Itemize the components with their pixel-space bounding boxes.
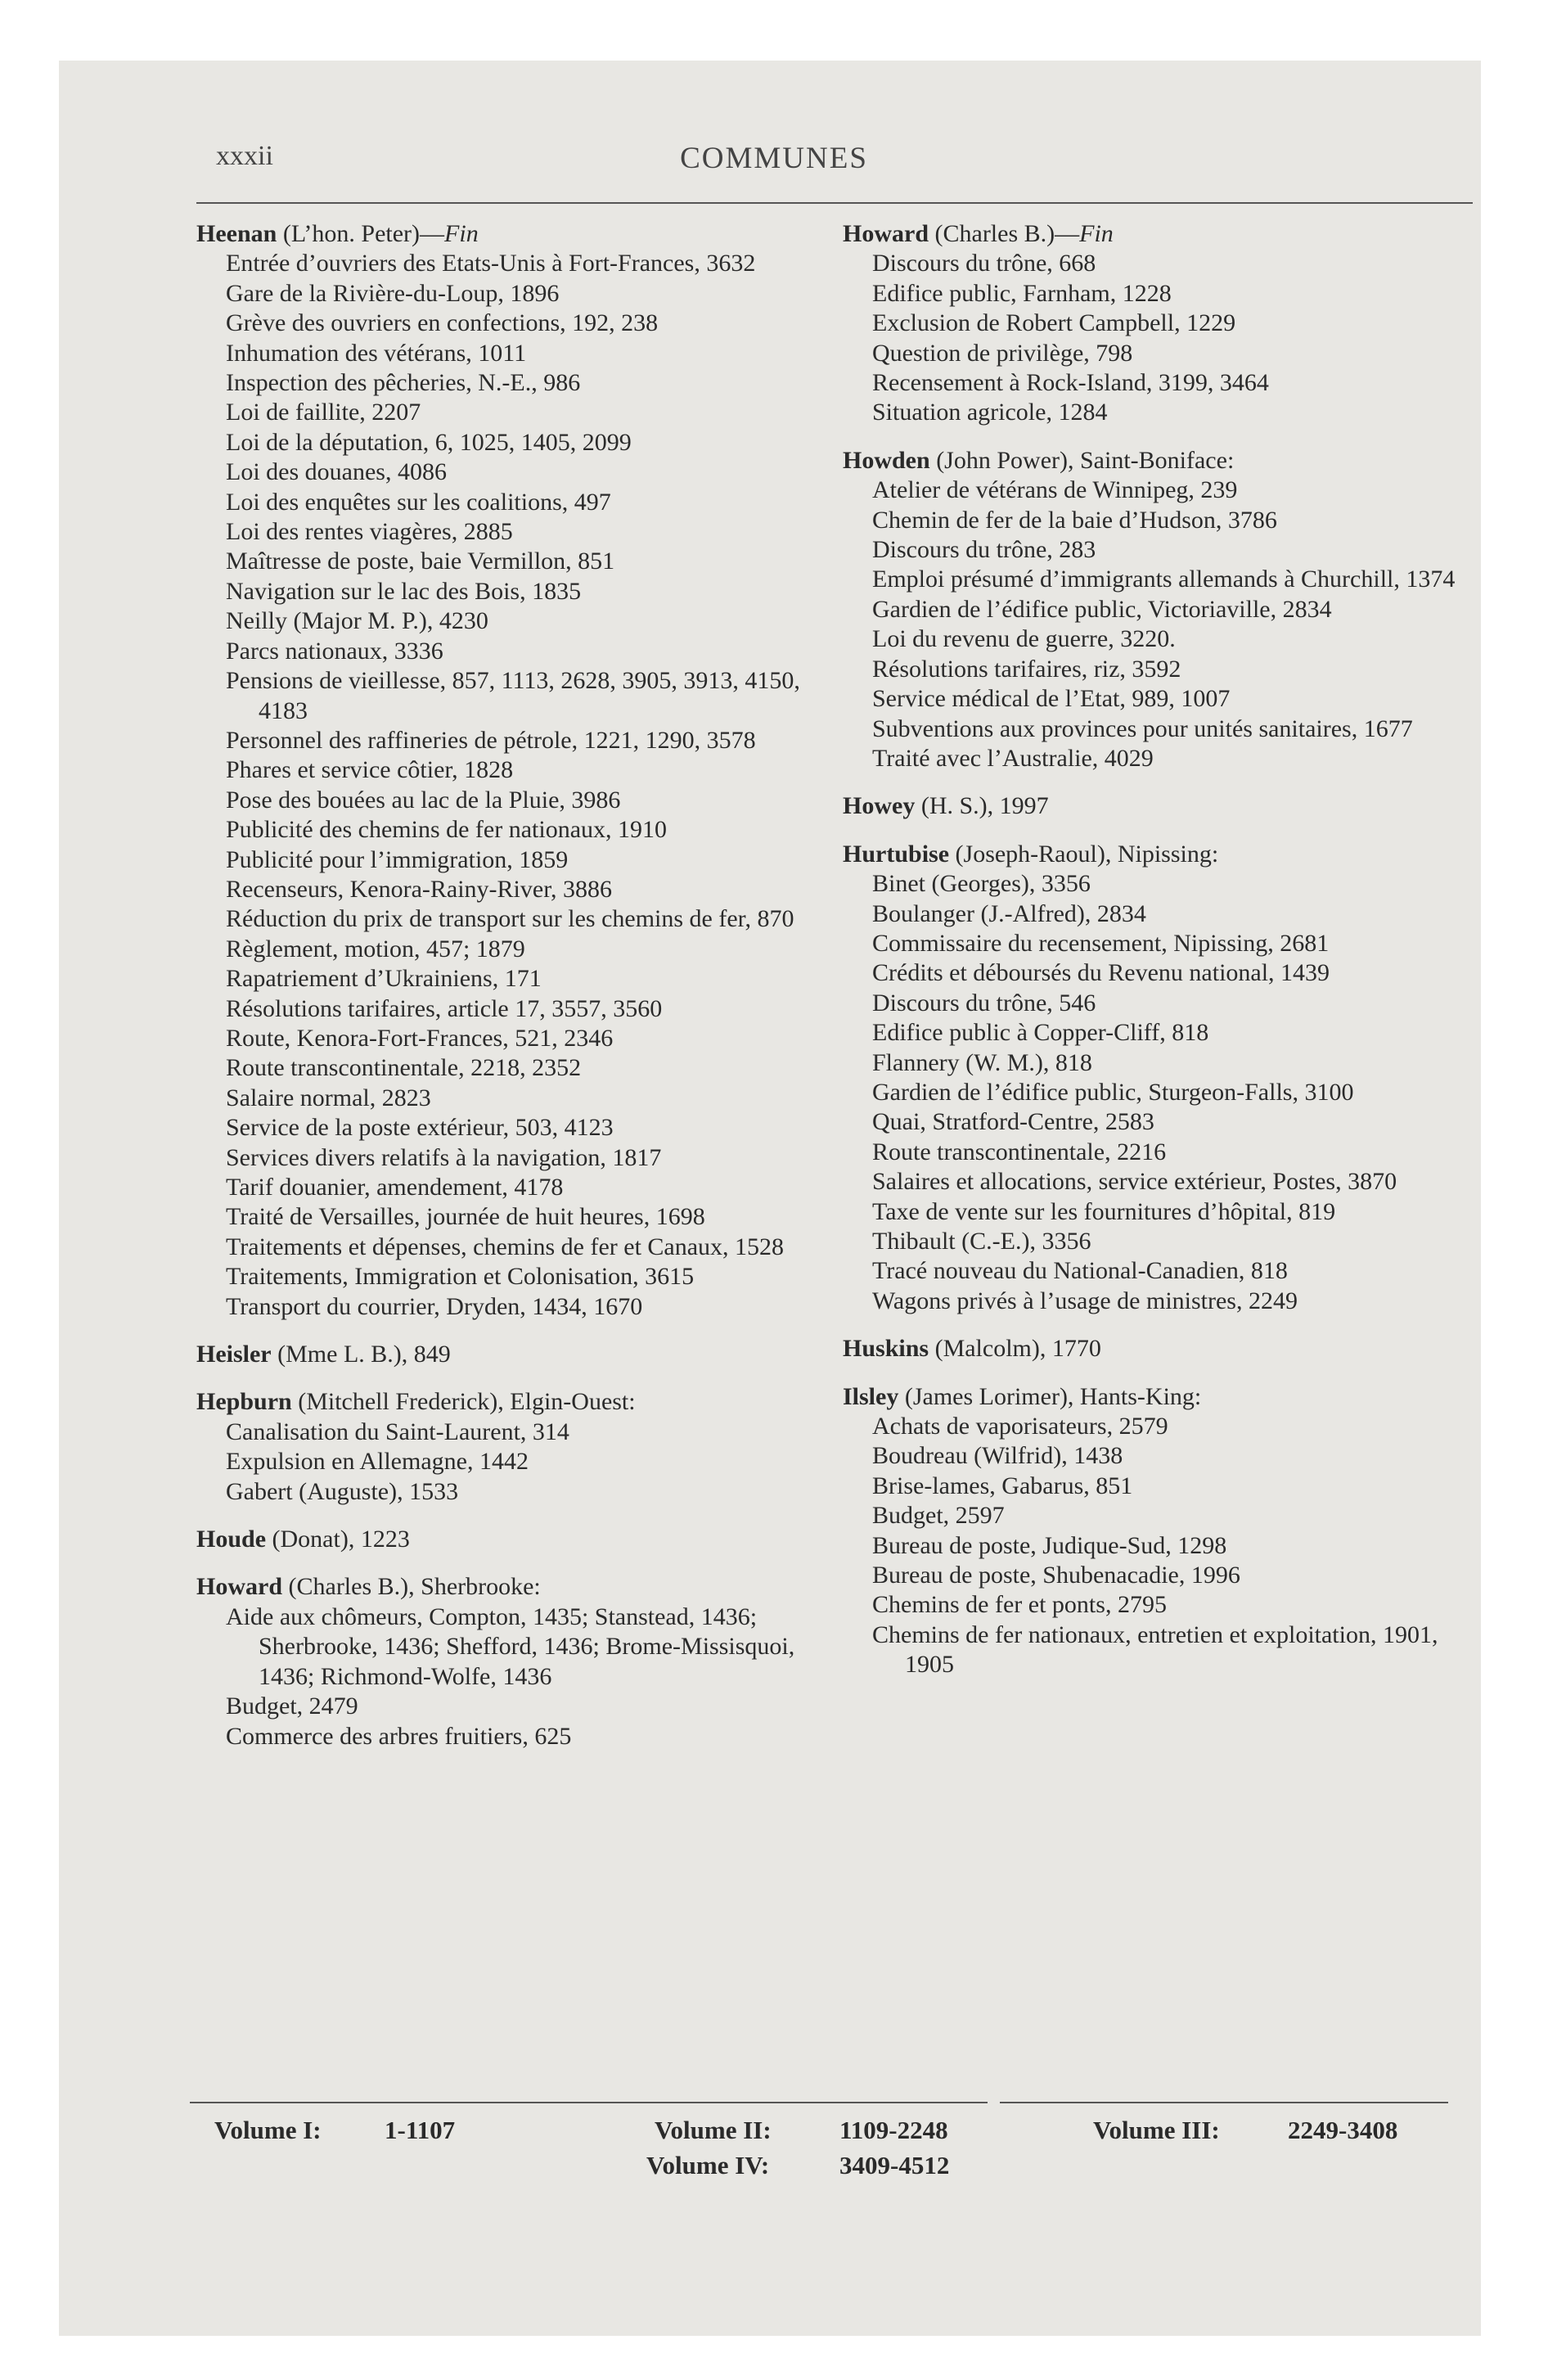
page-number: xxxii xyxy=(216,141,273,171)
subject-item: Loi de faillite, 2207 xyxy=(226,399,421,426)
entry-heading xyxy=(196,1340,826,1369)
subject-item: Pensions de vieillesse, 857, 1113, 2628, 3905, 3913, 4150, 4183 xyxy=(226,667,800,724)
subject-item: Gardien de l’édifice public, Victoriaville, 2834 xyxy=(872,595,1332,623)
subject-item: Edifice public, Farnham, 1228 xyxy=(872,279,1172,307)
subject-list xyxy=(196,1602,826,1751)
volume-3-range: 2249-3408 xyxy=(1288,2116,1398,2144)
entry-heading xyxy=(843,219,1465,249)
subject-item: Chemins de fer et ponts, 2795 xyxy=(872,1591,1167,1619)
subject-item: Navigation sur le lac des Bois, 1835 xyxy=(226,577,582,605)
entry-heading xyxy=(843,1334,1465,1364)
subject-item: Neilly (Major M. P.), 4230 xyxy=(226,607,488,635)
subject-item: Loi de la députation, 6, 1025, 1405, 2099 xyxy=(226,428,632,456)
subject-item: Route transcontinentale, 2218, 2352 xyxy=(226,1054,582,1082)
member-detail: (Mitchell Frederick), Elgin-Ouest: xyxy=(291,1388,636,1416)
subject-item: Rapatriement d’Ukrainiens, 171 xyxy=(226,965,542,993)
entry-heading xyxy=(843,446,1465,476)
footer-rule-right xyxy=(1000,2102,1448,2103)
subject-item: Chemins de fer nationaux, entretien et exploitation, 1901, 1905 xyxy=(872,1620,1438,1679)
subject-item: Personnel des raffineries de pétrole, 1221, 1290, 3578 xyxy=(226,726,756,754)
member-detail: (H. S.), 1997 xyxy=(915,792,1049,820)
volume-3-label: Volume III: xyxy=(1093,2116,1220,2144)
running-title: COMMUNES xyxy=(680,142,868,175)
index-entry xyxy=(843,446,1465,773)
subject-item: Service médical de l’Etat, 989, 1007 xyxy=(872,685,1231,713)
subject-item: Gare de la Rivière-du-Loup, 1896 xyxy=(226,279,560,307)
index-entry xyxy=(196,219,826,1322)
subject-item: Binet (Georges), 3356 xyxy=(872,870,1091,898)
subject-item: Discours du trône, 546 xyxy=(872,989,1096,1016)
member-detail: (James Lorimer), Hants-King: xyxy=(898,1382,1202,1410)
member-detail: (Donat), 1223 xyxy=(266,1526,410,1553)
member-name: Heisler xyxy=(196,1341,272,1368)
entry-heading xyxy=(843,791,1465,821)
subject-item: Emploi présumé d’immigrants allemands à Churchill, 1374 xyxy=(872,566,1456,593)
subject-item: Route transcontinentale, 2216 xyxy=(872,1138,1167,1165)
member-name: Howard xyxy=(196,1573,282,1601)
subject-item: Inhumation des vétérans, 1011 xyxy=(226,339,527,367)
subject-item: Boulanger (J.-Alfred), 2834 xyxy=(872,899,1146,927)
member-detail: (John Power), Saint-Boniface: xyxy=(929,446,1235,474)
header-rule xyxy=(196,202,1473,204)
index-entry xyxy=(843,791,1465,821)
entry-heading xyxy=(196,1572,826,1602)
volume-4-label: Volume IV: xyxy=(646,2151,770,2179)
subject-item: Loi des douanes, 4086 xyxy=(226,458,447,486)
member-name: Huskins xyxy=(843,1335,929,1363)
subject-list xyxy=(196,249,826,1322)
right-column xyxy=(843,219,1465,1680)
subject-item: Recenseurs, Kenora-Rainy-River, 3886 xyxy=(226,875,612,903)
subject-item: Achats de vaporisateurs, 2579 xyxy=(872,1413,1168,1440)
member-name: Houde xyxy=(196,1526,267,1553)
subject-item: Wagons privés à l’usage de ministres, 2249 xyxy=(872,1287,1298,1314)
subject-item: Salaire normal, 2823 xyxy=(226,1084,431,1111)
subject-item: Budget, 2479 xyxy=(226,1693,358,1720)
subject-item: Commerce des arbres fruitiers, 625 xyxy=(226,1722,572,1750)
subject-list xyxy=(843,476,1465,773)
index-entry xyxy=(196,1387,826,1507)
member-detail: (Joseph-Raoul), Nipissing: xyxy=(949,840,1219,868)
index-entry xyxy=(196,1572,826,1751)
subject-item: Budget, 2597 xyxy=(872,1502,1005,1530)
subject-item: Salaires et allocations, service extérieur, Postes, 3870 xyxy=(872,1168,1397,1196)
subject-item: Taxe de vente sur les fournitures d’hôpital, 819 xyxy=(872,1197,1336,1225)
member-detail: (Mme L. B.), 849 xyxy=(271,1341,451,1368)
member-name: Howard xyxy=(843,220,929,247)
index-entry xyxy=(843,1334,1465,1364)
subject-item: Aide aux chômeurs, Compton, 1435; Stanstead, 1436; Sherbrooke, 1436; Shefford, 1436; Brome-Missisquoi, 1436; Richmond-Wolfe, 1436 xyxy=(226,1602,795,1690)
subject-item: Maîtresse de poste, baie Vermillon, 851 xyxy=(226,548,615,575)
member-name: Howden xyxy=(843,446,930,474)
member-detail: (Malcolm), 1770 xyxy=(929,1335,1101,1363)
subject-item: Publicité pour l’immigration, 1859 xyxy=(226,845,569,873)
subject-item: Discours du trône, 668 xyxy=(872,250,1096,277)
volume-1-range: 1-1107 xyxy=(385,2116,456,2144)
subject-item: Tracé nouveau du National-Canadien, 818 xyxy=(872,1257,1288,1285)
subject-item: Résolutions tarifaires, article 17, 3557, 3560 xyxy=(226,994,663,1022)
subject-item: Service de la poste extérieur, 503, 4123 xyxy=(226,1114,614,1142)
subject-item: Gabert (Auguste), 1533 xyxy=(226,1477,459,1505)
subject-item: Traité avec l’Australie, 4029 xyxy=(872,744,1154,772)
subject-item: Traité de Versailles, journée de huit heures, 1698 xyxy=(226,1203,705,1231)
subject-item: Règlement, motion, 457; 1879 xyxy=(226,935,525,962)
subject-item: Brise-lames, Gabarus, 851 xyxy=(872,1472,1133,1499)
volume-4-range: 3409-4512 xyxy=(839,2151,950,2179)
subject-item: Transport du courrier, Dryden, 1434, 1670 xyxy=(226,1292,643,1320)
member-name: Hepburn xyxy=(196,1388,292,1416)
index-entry xyxy=(843,1382,1465,1680)
index-entry xyxy=(843,219,1465,428)
subject-item: Recensement à Rock-Island, 3199, 3464 xyxy=(872,369,1269,397)
volume-2-label: Volume II: xyxy=(655,2116,772,2144)
entry-heading xyxy=(196,1525,826,1554)
subject-item: Inspection des pêcheries, N.-E., 986 xyxy=(226,369,581,397)
subject-item: Commissaire du recensement, Nipissing, 2681 xyxy=(872,929,1330,957)
index-entry xyxy=(843,840,1465,1317)
member-name: Heenan xyxy=(196,220,277,247)
member-detail: (Charles B.)— xyxy=(929,220,1080,247)
subject-item: Publicité des chemins de fer nationaux, 1910 xyxy=(226,816,668,844)
subject-item: Bureau de poste, Judique-Sud, 1298 xyxy=(872,1531,1227,1559)
subject-item: Route, Kenora-Fort-Frances, 521, 2346 xyxy=(226,1024,614,1052)
footer-rule-left xyxy=(190,2102,988,2103)
subject-item: Crédits et déboursés du Revenu national, 1439 xyxy=(872,959,1330,987)
subject-item: Flannery (W. M.), 818 xyxy=(872,1048,1092,1076)
subject-item: Parcs nationaux, 3336 xyxy=(226,637,443,665)
subject-list xyxy=(843,1412,1465,1680)
subject-item: Loi du revenu de guerre, 3220. xyxy=(872,625,1176,653)
member-name: Howey xyxy=(843,792,916,820)
continuation-marker: Fin xyxy=(1079,220,1114,247)
member-detail: (L’hon. Peter)— xyxy=(277,220,445,247)
subject-item: Thibault (C.-E.), 3356 xyxy=(872,1228,1091,1255)
subject-item: Discours du trône, 283 xyxy=(872,536,1096,564)
subject-item: Chemin de fer de la baie d’Hudson, 3786 xyxy=(872,506,1277,534)
subject-item: Loi des rentes viagères, 2885 xyxy=(226,518,513,546)
subject-item: Loi des enquêtes sur les coalitions, 497 xyxy=(226,488,611,516)
entry-heading xyxy=(196,1387,826,1417)
left-column xyxy=(196,219,826,1751)
subject-item: Atelier de vétérans de Winnipeg, 239 xyxy=(872,476,1238,504)
subject-item: Bureau de poste, Shubenacadie, 1996 xyxy=(872,1562,1240,1589)
subject-item: Boudreau (Wilfrid), 1438 xyxy=(872,1442,1123,1470)
member-name: Hurtubise xyxy=(843,840,950,868)
member-name: Ilsley xyxy=(843,1382,899,1410)
member-detail: (Charles B.), Sherbrooke: xyxy=(282,1573,541,1601)
subject-item: Quai, Stratford-Centre, 2583 xyxy=(872,1108,1154,1136)
subject-item: Expulsion en Allemagne, 1442 xyxy=(226,1448,529,1476)
entry-heading xyxy=(843,1382,1465,1412)
entry-heading xyxy=(843,840,1465,869)
index-entry xyxy=(196,1525,826,1554)
subject-item: Pose des bouées au lac de la Pluie, 3986 xyxy=(226,786,621,814)
subject-item: Services divers relatifs à la navigation, 1817 xyxy=(226,1143,662,1171)
subject-item: Subventions aux provinces pour unités sanitaires, 1677 xyxy=(872,714,1413,742)
subject-item: Entrée d’ouvriers des Etats-Unis à Fort-Frances, 3632 xyxy=(226,250,756,277)
subject-list xyxy=(843,869,1465,1316)
subject-item: Question de privilège, 798 xyxy=(872,339,1133,367)
subject-list xyxy=(843,249,1465,427)
subject-item: Traitements et dépenses, chemins de fer et Canaux, 1528 xyxy=(226,1233,785,1260)
subject-item: Phares et service côtier, 1828 xyxy=(226,756,514,784)
subject-item: Réduction du prix de transport sur les chemins de fer, 870 xyxy=(226,905,794,933)
continuation-marker: Fin xyxy=(444,220,479,247)
subject-item: Gardien de l’édifice public, Sturgeon-Falls, 3100 xyxy=(872,1078,1354,1106)
volume-2-range: 1109-2248 xyxy=(839,2116,948,2144)
subject-item: Tarif douanier, amendement, 4178 xyxy=(226,1174,564,1201)
subject-list xyxy=(196,1418,826,1507)
subject-item: Résolutions tarifaires, riz, 3592 xyxy=(872,655,1181,683)
subject-item: Traitements, Immigration et Colonisation, 3615 xyxy=(226,1263,695,1291)
subject-item: Edifice public à Copper-Cliff, 818 xyxy=(872,1019,1209,1047)
volume-1-label: Volume I: xyxy=(214,2116,322,2144)
entry-heading xyxy=(196,219,826,249)
subject-item: Exclusion de Robert Campbell, 1229 xyxy=(872,309,1236,337)
subject-item: Canalisation du Saint-Laurent, 314 xyxy=(226,1418,569,1445)
index-entry xyxy=(196,1340,826,1369)
subject-item: Grève des ouvriers en confections, 192, 238 xyxy=(226,309,659,337)
subject-item: Situation agricole, 1284 xyxy=(872,399,1108,426)
